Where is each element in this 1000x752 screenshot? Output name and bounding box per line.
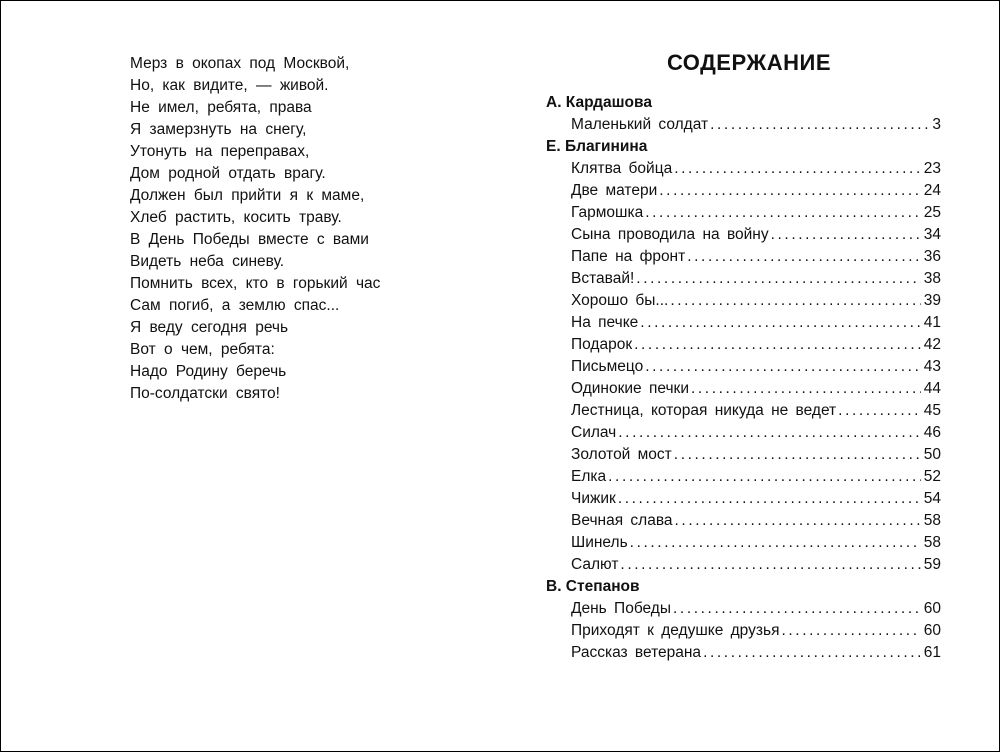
toc-entry-page: 61 xyxy=(923,644,941,661)
toc-entry[interactable] xyxy=(571,532,941,554)
poem-line: Помнить всех, кто в горький час xyxy=(130,275,381,292)
toc-entry[interactable] xyxy=(571,598,941,620)
toc-entry[interactable] xyxy=(571,312,941,334)
dot-leader xyxy=(675,510,921,532)
dot-leader xyxy=(674,444,921,466)
toc-entry-title: Елка xyxy=(571,468,607,485)
toc-entry-title: Приходят к дедушке друзья xyxy=(571,622,780,639)
dot-leader xyxy=(636,268,920,290)
toc-entry-page: 34 xyxy=(923,226,941,243)
poem-line: Утонуть на переправах, xyxy=(130,143,310,160)
toc-entry-title: На печке xyxy=(571,314,639,331)
toc-author: А. Кардашова xyxy=(546,94,652,111)
toc-entry-page: 45 xyxy=(923,402,941,419)
dot-leader xyxy=(608,466,921,488)
dot-leader xyxy=(630,532,921,554)
toc-entry-title: Одинокие печки xyxy=(571,380,689,397)
dot-leader xyxy=(634,334,921,356)
dot-leader xyxy=(838,400,921,422)
poem-line: Вот о чем, ребята: xyxy=(130,341,275,358)
poem-line: Надо Родину беречь xyxy=(130,363,287,380)
toc-author: Е. Благинина xyxy=(546,138,648,155)
toc-entry-page: 60 xyxy=(923,600,941,617)
toc-entry-page: 24 xyxy=(923,182,941,199)
toc-entry-title: Гармошка xyxy=(571,204,644,221)
dot-leader xyxy=(674,158,921,180)
toc-entry-page: 50 xyxy=(923,446,941,463)
poem-line: Я веду сегодня речь xyxy=(130,319,289,336)
toc-entry[interactable] xyxy=(571,114,941,136)
toc-entry-page: 59 xyxy=(923,556,941,573)
toc-entry[interactable] xyxy=(571,422,941,444)
dot-leader xyxy=(771,224,921,246)
toc-entry[interactable] xyxy=(571,158,941,180)
toc-entry[interactable] xyxy=(571,400,941,422)
toc-entry-page: 38 xyxy=(923,270,941,287)
dot-leader xyxy=(645,202,921,224)
toc-entry[interactable] xyxy=(571,510,941,532)
toc-title: СОДЕРЖАНИЕ xyxy=(666,50,832,75)
poem-line: Я замерзнуть на снегу, xyxy=(130,121,307,138)
toc-entry-page: 36 xyxy=(923,248,941,265)
toc-entry[interactable] xyxy=(571,224,941,246)
dot-leader xyxy=(710,114,929,136)
toc-entry[interactable] xyxy=(571,642,941,664)
poem-line: В День Победы вместе с вами xyxy=(130,231,369,248)
poem xyxy=(130,53,380,405)
poem-line: Хлеб растить, косить траву. xyxy=(130,209,342,226)
dot-leader xyxy=(670,290,920,312)
toc-entry-title: Силач xyxy=(571,424,617,441)
toc-entry-page: 60 xyxy=(923,622,941,639)
poem-line: Видеть неба синеву. xyxy=(130,253,285,270)
toc-entry-title: Чижик xyxy=(571,490,616,507)
toc-entry[interactable] xyxy=(571,356,941,378)
toc-entry-title: Папе на фронт xyxy=(571,248,686,265)
toc-entry-title: Клятва бойца xyxy=(571,160,673,177)
dot-leader xyxy=(703,642,921,664)
dot-leader xyxy=(618,488,921,510)
toc-entry-title: Вечная слава xyxy=(571,512,673,529)
poem-line: Не имел, ребята, права xyxy=(130,99,312,116)
toc-entry[interactable] xyxy=(571,488,941,510)
toc-entry[interactable] xyxy=(571,620,941,642)
toc-entry-title: Золотой мост xyxy=(571,446,672,463)
toc-entry-title: Шинель xyxy=(571,534,628,551)
table-of-contents xyxy=(546,92,941,664)
left-page xyxy=(1,1,500,751)
dot-leader xyxy=(620,554,920,576)
toc-entry[interactable] xyxy=(571,554,941,576)
toc-entry-title: Хорошо бы... xyxy=(571,292,669,309)
toc-entry-title: Лестница, которая никуда не ведет xyxy=(571,402,837,419)
toc-entry-page: 39 xyxy=(923,292,941,309)
toc-entry-page: 58 xyxy=(923,512,941,529)
dot-leader xyxy=(659,180,921,202)
dot-leader xyxy=(640,312,920,334)
toc-entry-title: День Победы xyxy=(571,600,671,617)
toc-entry[interactable] xyxy=(571,466,941,488)
toc-entry-page: 44 xyxy=(923,380,941,397)
toc-entry-page: 46 xyxy=(923,424,941,441)
toc-entry-title: Маленький солдат xyxy=(571,116,709,133)
dot-leader xyxy=(687,246,921,268)
dot-leader xyxy=(673,598,921,620)
poem-line: Дом родной отдать врагу. xyxy=(130,165,326,182)
toc-entry-page: 54 xyxy=(923,490,941,507)
toc-author: В. Степанов xyxy=(546,578,640,595)
toc-entry-title: Вставай! xyxy=(571,270,635,287)
right-page xyxy=(500,1,999,751)
toc-entry[interactable] xyxy=(571,180,941,202)
toc-entry-page: 43 xyxy=(923,358,941,375)
poem-line: Мерз в окопах под Москвой, xyxy=(130,55,350,72)
toc-entry-page: 41 xyxy=(923,314,941,331)
poem-line: Сам погиб, а землю спас... xyxy=(130,297,340,314)
poem-line: Но, как видите, — живой. xyxy=(130,77,329,94)
dot-leader xyxy=(691,378,921,400)
toc-entry-title: Рассказ ветерана xyxy=(571,644,702,661)
toc-entry-page: 25 xyxy=(923,204,941,221)
toc-entry[interactable] xyxy=(571,444,941,466)
toc-entry-title: Сына проводила на войну xyxy=(571,226,769,243)
toc-entry[interactable] xyxy=(571,202,941,224)
toc-entry[interactable] xyxy=(571,290,941,312)
toc-entry-page: 3 xyxy=(932,116,941,133)
toc-entry-page: 58 xyxy=(923,534,941,551)
poem-line: По-солдатски свято! xyxy=(130,385,280,402)
toc-entry-title: Две матери xyxy=(571,182,658,199)
toc-entry[interactable] xyxy=(571,246,941,268)
toc-entry-page: 23 xyxy=(923,160,941,177)
toc-entry-title: Письмецо xyxy=(571,358,644,375)
dot-leader xyxy=(781,620,920,642)
toc-entry-page: 52 xyxy=(923,468,941,485)
poem-line: Должен был прийти я к маме, xyxy=(130,187,365,204)
toc-entry[interactable] xyxy=(571,334,941,356)
dot-leader xyxy=(645,356,921,378)
toc-entry[interactable] xyxy=(571,378,941,400)
toc-entry-title: Подарок xyxy=(571,336,633,353)
toc-entry-title: Салют xyxy=(571,556,619,573)
toc-entry[interactable] xyxy=(571,268,941,290)
toc-entry-page: 42 xyxy=(923,336,941,353)
dot-leader xyxy=(618,422,920,444)
